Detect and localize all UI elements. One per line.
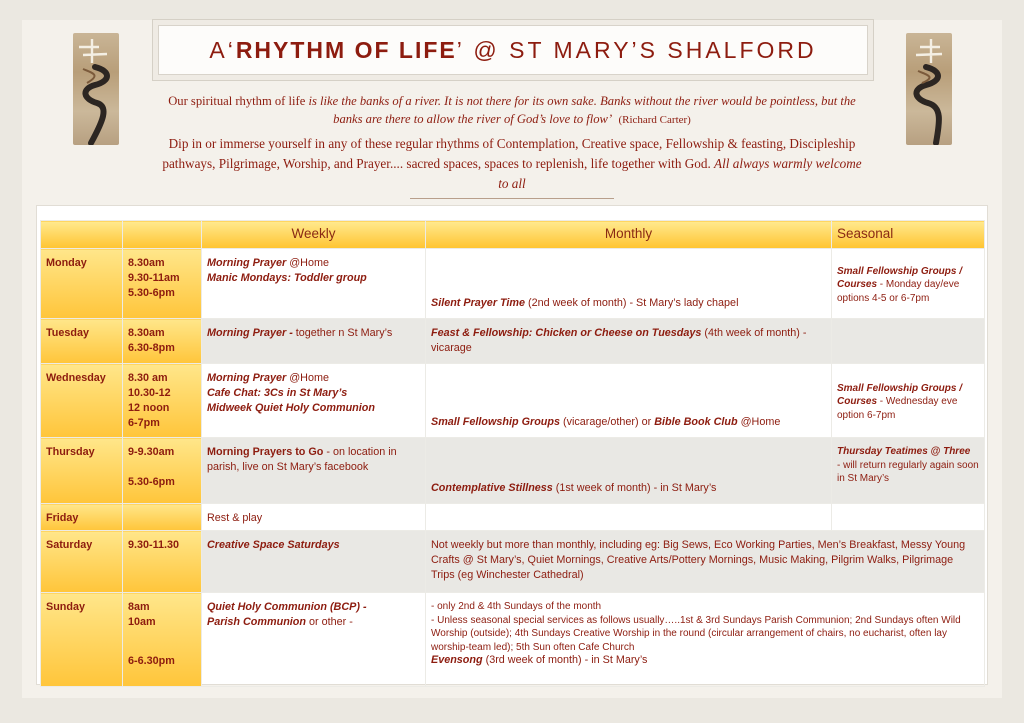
table-row bbox=[41, 249, 985, 319]
brushstroke-art bbox=[906, 33, 952, 145]
table-row bbox=[41, 438, 985, 504]
monthly-friday bbox=[426, 504, 832, 531]
day-tuesday: Tuesday bbox=[41, 319, 123, 364]
header-time bbox=[123, 221, 202, 249]
seasonal-monday: Small Fellowship Groups / Courses - Monday day/eve options 4-5 or 6-7pm bbox=[832, 249, 985, 319]
intro-text: Dip in or immerse yourself in any of these regular rhythms of Contemplation, Creative space, Fellowship & feasting, Discipleship pathways, Pilgrimage, Worship, and Prayer.... sacred spaces, spaces to replenish, life together with God. All always warmly welcome to all bbox=[162, 136, 862, 191]
table-row bbox=[41, 531, 985, 593]
schedule-table bbox=[40, 220, 985, 687]
monthly-thursday: Contemplative Stillness (1st week of month) - in St Mary’s bbox=[426, 438, 832, 504]
weekly-wednesday: Morning Prayer @Home Cafe Chat: 3Cs in St Mary’s Midweek Quiet Holy Communion bbox=[202, 364, 426, 438]
table-header-row bbox=[41, 221, 985, 249]
times-friday bbox=[123, 504, 202, 531]
quote-block: Our spiritual rhythm of life is like the banks of a river. It is not there for its own sake. Banks without the river would be pointless, but the banks are there to allow the river of God’s love to flow’ (Richard Carter) bbox=[168, 94, 856, 126]
day-wednesday: Wednesday bbox=[41, 364, 123, 438]
weekly-friday: Rest & play bbox=[202, 504, 426, 531]
weekly-sunday: Quiet Holy Communion (BCP) - Parish Communion or other - bbox=[202, 593, 426, 687]
monthly-tuesday: Feast & Fellowship: Chicken or Cheese on Tuesdays (4th week of month) - vicarage bbox=[426, 319, 832, 364]
times-monday: 8.30am 9.30-11am 5.30-6pm bbox=[123, 249, 202, 319]
times-tuesday: 8.30am 6.30-8pm bbox=[123, 319, 202, 364]
header-weekly: Weekly bbox=[202, 221, 426, 249]
times-sunday: 8am 10am 6-6.30pm bbox=[123, 593, 202, 687]
seasonal-friday bbox=[832, 504, 985, 531]
monthly-monday: Silent Prayer Time (2nd week of month) - St Mary’s lady chapel bbox=[426, 249, 832, 319]
day-saturday: Saturday bbox=[41, 531, 123, 593]
seasonal-thursday: Thursday Teatimes @ Three - will return regularly again soon in St Mary’s bbox=[832, 438, 985, 504]
day-thursday: Thursday bbox=[41, 438, 123, 504]
seasonal-tuesday bbox=[832, 319, 985, 364]
times-saturday: 9.30-11.30 bbox=[123, 531, 202, 593]
weekly-tuesday: Morning Prayer - together n St Mary’s bbox=[202, 319, 426, 364]
times-wednesday: 8.30 am 10.30-12 12 noon 6-7pm bbox=[123, 364, 202, 438]
seasonal-wednesday: Small Fellowship Groups / Courses - Wednesday eve option 6-7pm bbox=[832, 364, 985, 438]
page-title: A‘RHYTHM OF LIFE’ @ ST MARY’S SHALFORD bbox=[209, 36, 817, 63]
header-day bbox=[41, 221, 123, 249]
monthly-saturday: Not weekly but more than monthly, including eg: Big Sews, Eco Working Parties, Men’s Breakfast, Messy Young Crafts @ St Mary’s, Quiet Mornings, Creative Arts/Pottery Mornings, Music Making, Pilgrim Walks, Pilgrimage Trips (eg Winchester Cathedral) bbox=[426, 531, 985, 593]
day-monday: Monday bbox=[41, 249, 123, 319]
day-sunday: Sunday bbox=[41, 593, 123, 687]
weekly-thursday: Morning Prayers to Go - on location in parish, live on St Mary’s facebook bbox=[202, 438, 426, 504]
divider bbox=[410, 198, 614, 199]
brushstroke-art bbox=[73, 33, 119, 145]
header-seasonal: Seasonal bbox=[832, 221, 985, 249]
table-row bbox=[41, 593, 985, 687]
table-row bbox=[41, 504, 985, 531]
title-banner bbox=[158, 25, 868, 75]
monthly-wednesday: Small Fellowship Groups (vicarage/other) or Bible Book Club @Home bbox=[426, 364, 832, 438]
left-artwork bbox=[73, 33, 119, 145]
table-row bbox=[41, 364, 985, 438]
monthly-sunday: - only 2nd & 4th Sundays of the month - Unless seasonal special services as follows usually…..1st & 3rd Sundays Parish Communion; 2nd Sundays often Wild Worship (outside); 4th Sundays Creative Worship in the round (circular arrangement of chairs, no eucharist, often lay worship-team led); 5th Sun often Cafe Church Evensong (3rd week of month) - in St Mary’s bbox=[426, 593, 985, 687]
weekly-saturday: Creative Space Saturdays bbox=[202, 531, 426, 593]
right-artwork bbox=[906, 33, 952, 145]
day-friday: Friday bbox=[41, 504, 123, 531]
table-row bbox=[41, 319, 985, 364]
times-thursday: 9-9.30am 5.30-6pm bbox=[123, 438, 202, 504]
schedule-panel bbox=[36, 205, 988, 685]
weekly-monday: Morning Prayer @Home Manic Mondays: Toddler group bbox=[202, 249, 426, 319]
header-monthly: Monthly bbox=[426, 221, 832, 249]
